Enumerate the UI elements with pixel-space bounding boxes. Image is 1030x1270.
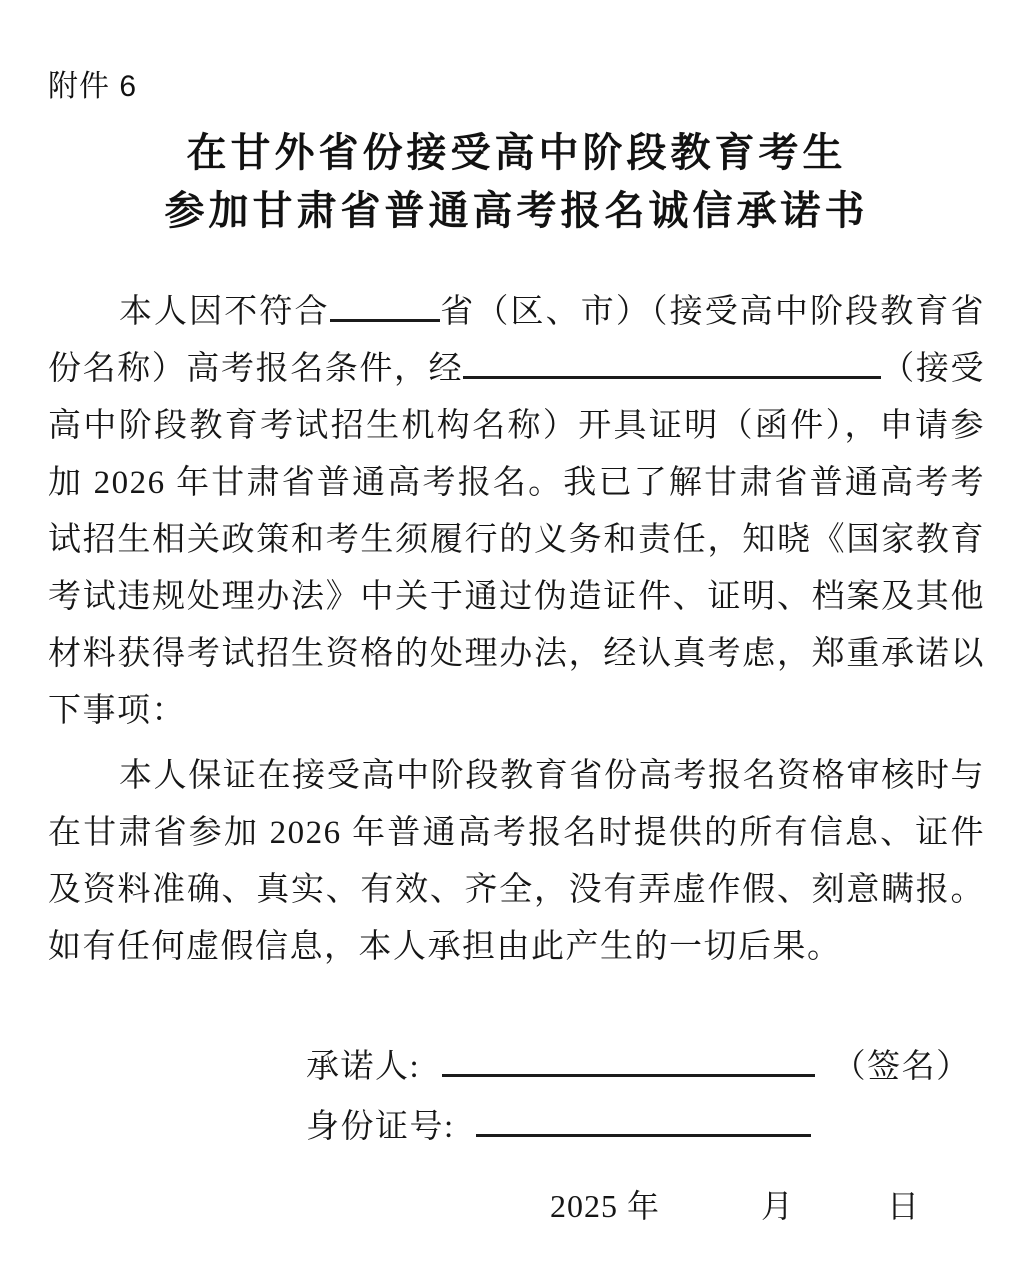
id-number-blank xyxy=(476,1133,811,1137)
promiser-name-blank xyxy=(442,1073,815,1077)
title-line-2: 参加甘肃省普通高考报名诚信承诺书 xyxy=(164,188,869,233)
fill-in-blank xyxy=(330,318,440,322)
document-title xyxy=(48,124,985,240)
id-number-label: 身份证号: xyxy=(306,1109,455,1145)
paragraph xyxy=(48,284,985,740)
title-line-1: 在甘外省份接受高中阶段教育考生 xyxy=(186,130,847,175)
date-month-label: 月 xyxy=(761,1188,795,1224)
paragraph-text: 本人因不符合 xyxy=(118,294,330,330)
paragraph-text: 本人保证在接受高中阶段教育省份高考报名资格审核时与在甘肃省参加 2026 年普通高考报名时提供的所有信息、证件及资料准确、真实、有效、齐全，没有弄虚作假、刻意瞒报。如有任何虚假信息，本人承担由此产生的一切后果。 xyxy=(48,758,985,965)
date-line xyxy=(48,1184,985,1228)
document-body xyxy=(48,284,985,976)
signature-block xyxy=(306,1038,985,1156)
signature-suffix: （签名） xyxy=(832,1049,971,1085)
attachment-label: 附件 6 xyxy=(48,70,138,103)
promiser-label: 承诺人: xyxy=(306,1049,421,1085)
date-year: 2025 年 xyxy=(550,1188,661,1224)
fill-in-blank xyxy=(463,375,881,379)
date-day-label: 日 xyxy=(887,1188,921,1224)
promiser-row xyxy=(306,1038,985,1096)
paragraph xyxy=(48,748,985,976)
id-number-row xyxy=(306,1098,985,1156)
paragraph-text: （接受高中阶段教育考试招生机构名称）开具证明（函件），申请参加 2026 年甘肃省普通高考报名。我已了解甘肃省普通高考考试招生相关政策和考生须履行的义务和责任，知晓《国家教育考试违规处理办法》中关于通过伪造证件、证明、档案及其他材料获得考试招生资格的处理办法，经认真考虑，郑重承诺以下事项： xyxy=(48,351,986,729)
paragraph-text: 省（区、市）（接受高中阶段教育省份名称）高考报名条件，经 xyxy=(48,294,986,387)
